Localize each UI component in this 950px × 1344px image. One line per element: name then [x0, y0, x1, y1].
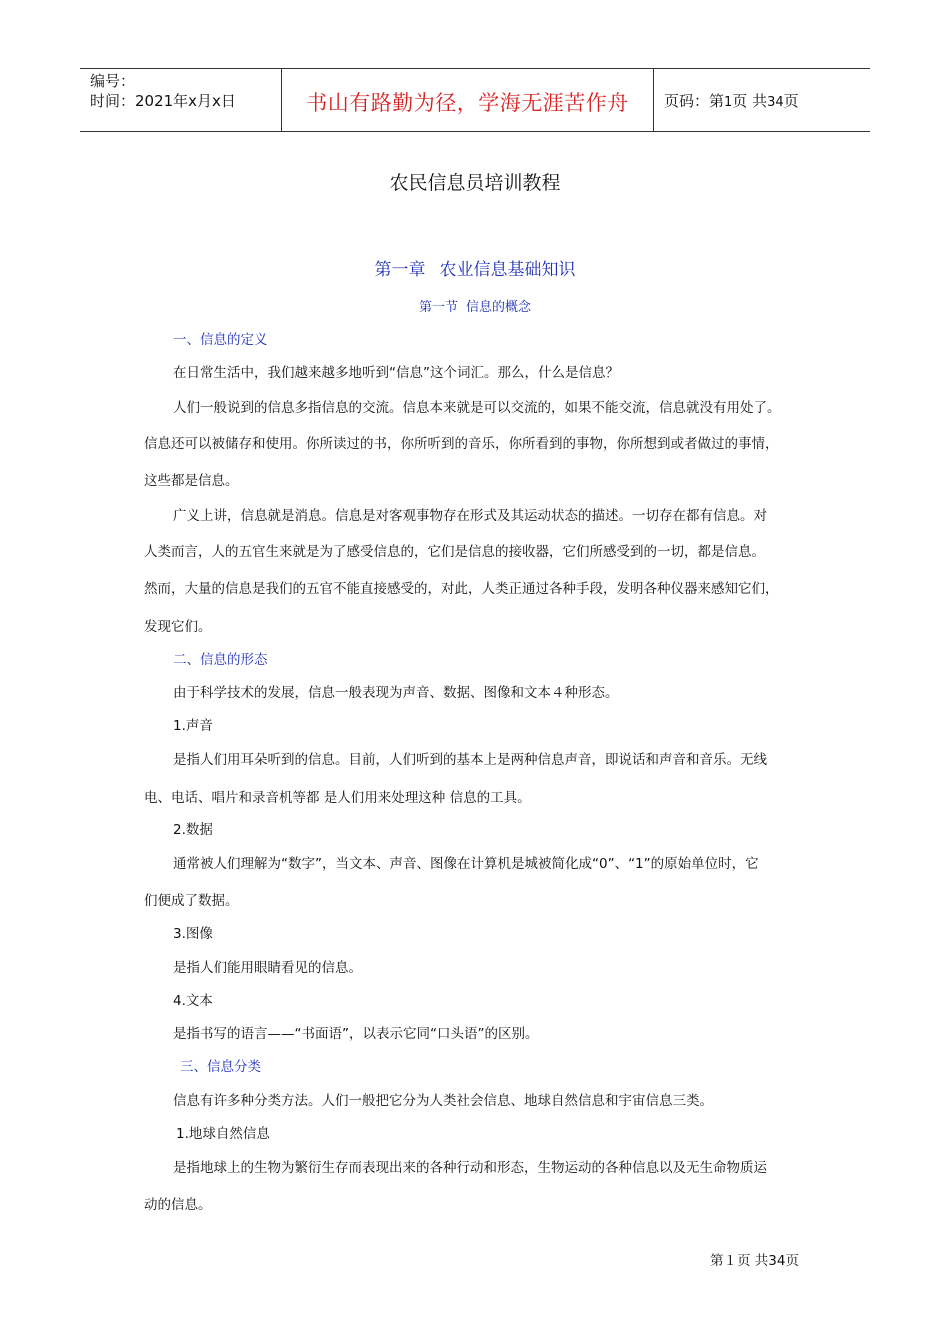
heading-classification: 三、信息分类 — [180, 1059, 261, 1075]
subheading: 2.数据 — [173, 822, 213, 838]
paragraph: 信息还可以被储存和使用。你所读过的书，你所听到的音乐，你所看到的事物，你所想到或者做过的事情， — [144, 436, 779, 452]
paragraph: 人类而言，人的五官生来就是为了感受信息的，它们是信息的接收器，它们所感受到的一切，都是信息。 — [144, 544, 765, 560]
document-title: 农民信息员培训教程 — [389, 172, 561, 194]
paragraph: 电、电话、唱片和录音机等都 是人们用来处理这种 信息的工具。 — [144, 790, 531, 806]
paragraph: 是指人们能用眼睛看见的信息。 — [173, 960, 362, 976]
paragraph: 是指地球上的生物为繁衍生存而表现出来的各种行动和形态，生物运动的各种信息以及无生命物质运 — [173, 1160, 767, 1176]
page-footer: 第１页 共34页 — [710, 1253, 799, 1269]
section-heading: 第一节 信息的概念 — [418, 300, 532, 315]
paragraph: 通常被人们理解为“数字”，当文本、声音、图像在计算机是城被简化成“0”、“1”的原始单位时，它 — [173, 856, 759, 872]
paragraph: 人们一般说到的信息多指信息的交流。信息本来就是可以交流的，如果不能交流，信息就没有用处了。 — [173, 400, 781, 416]
subheading: 4.文本 — [173, 993, 213, 1009]
chapter-heading: 第一章 农业信息基础知识 — [374, 260, 576, 280]
paragraph: 是指书写的语言——“书面语”，以表示它同“口头语”的区别。 — [173, 1026, 539, 1042]
heading-forms: 二、信息的形态 — [173, 652, 268, 668]
paragraph: 们便成了数据。 — [144, 893, 239, 909]
paragraph: 信息有许多种分类方法。人们一般把它分为人类社会信息、地球自然信息和宇宙信息三类。 — [173, 1093, 713, 1109]
header-page-cell — [654, 69, 870, 131]
page-code: 页码：第1页 共34页 — [664, 92, 799, 110]
header-table — [80, 68, 870, 132]
paragraph: 动的信息。 — [144, 1197, 212, 1213]
paragraph: 是指人们用耳朵听到的信息。目前，人们听到的基本上是两种信息声音，即说话和声音和音乐。无线 — [173, 752, 767, 768]
header-motto-cell — [282, 69, 654, 131]
heading-definition: 一、信息的定义 — [173, 332, 268, 348]
paragraph: 在日常生活中，我们越来越多地听到“信息”这个词汇。那么，什么是信息？ — [173, 365, 619, 381]
number-label: 编号： — [90, 72, 136, 90]
paragraph: 发现它们。 — [144, 619, 212, 635]
paragraph: 然而，大量的信息是我们的五官不能直接感受的，对此，人类正通过各种手段，发明各种仪器来感知它们， — [144, 581, 779, 597]
subheading: 1.地球自然信息 — [176, 1126, 270, 1142]
paragraph: 由于科学技术的发展，信息一般表现为声音、数据、图像和文本４种形态。 — [173, 685, 619, 701]
paragraph: 这些都是信息。 — [144, 473, 239, 489]
motto: 书山有路勤为径，学海无涯苦作舟 — [306, 91, 629, 115]
subheading: 1.声音 — [173, 718, 213, 734]
header-info-cell — [80, 69, 282, 131]
subheading: 3.图像 — [173, 926, 213, 942]
date-label: 时间：2021年x月x日 — [90, 92, 236, 110]
paragraph: 广义上讲，信息就是消息。信息是对客观事物存在形式及其运动状态的描述。一切存在都有信息。对 — [173, 508, 767, 524]
